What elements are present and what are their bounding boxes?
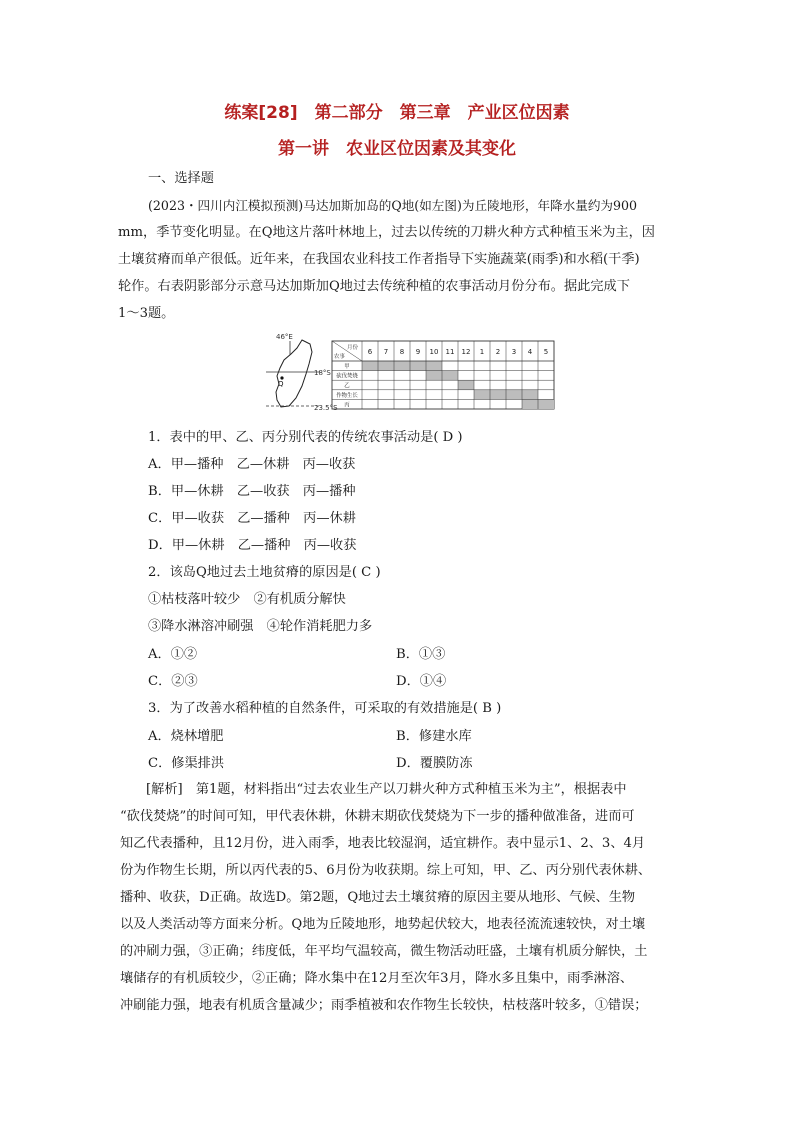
analysis-line: 份为作物生长期，所以丙代表的5、6月份为收获期。综上可知，甲、乙、丙分别代表休耕、	[120, 863, 652, 878]
month-label: 5	[543, 348, 549, 356]
month-label: 7	[383, 348, 389, 356]
shaded-cell	[506, 390, 522, 400]
page-title: 练案[28] 第二部分 第三章 产业区位因素	[224, 103, 570, 123]
month-label: 9	[415, 348, 421, 356]
question-2-option-b: B．①③	[396, 647, 446, 662]
intro-line: mm，季节变化明显。在Q地这片落叶林地上，过去以传统的刀耕火种方式种植玉米为主，因	[118, 225, 655, 240]
month-label: 11	[445, 348, 455, 356]
page-subtitle: 第一讲 农业区位因素及其变化	[278, 139, 516, 159]
analysis-paragraph	[120, 776, 680, 1019]
month-label: 4	[527, 348, 533, 356]
question-2-option-c: C．②③	[148, 674, 198, 689]
analysis-line: “砍伐焚烧”的时间可知，甲代表休耕，休耕末期砍伐焚烧为下一步的播种做准备，进而可	[120, 809, 635, 824]
shaded-cell	[538, 399, 554, 409]
analysis-line: [解析] 第1题，材料指出“过去农业生产以刀耕火种方式种植玉米为主”，根据表中	[146, 782, 627, 797]
month-label: 12	[461, 348, 471, 356]
question-3-option-c: C．修渠排洪	[148, 756, 225, 771]
month-label: 8	[399, 348, 405, 356]
shaded-cell	[394, 361, 410, 371]
row-label: 丙	[344, 402, 350, 409]
shaded-cell	[410, 361, 426, 371]
analysis-line: 冲刷能力强，地表有机质含量减少；雨季植被和农作物生长较快，枯枝落叶较多，①错误；	[120, 998, 648, 1013]
shaded-cell	[426, 361, 442, 371]
row-label: 甲	[344, 364, 350, 370]
month-label: 10	[429, 348, 439, 356]
shaded-cell	[458, 380, 474, 390]
question-1-stem: 1．表中的甲、乙、丙分别代表的传统农事活动是( D )	[148, 430, 463, 445]
madagascar-map	[266, 333, 338, 412]
month-label: 1	[479, 348, 485, 356]
month-label: 6	[367, 348, 373, 356]
question-3-option-b: B．修建水库	[396, 729, 472, 744]
question-1-option-d: D．甲—休耕 乙—播种 丙—收获	[148, 538, 357, 553]
shaded-cell	[474, 390, 490, 400]
shaded-cell	[490, 390, 506, 400]
section-label: 一、选择题	[148, 171, 214, 186]
month-label: 2	[495, 348, 501, 356]
analysis-line: 壤储存的有机质较少，②正确；降水集中在12月至次年3月，降水多且集中，雨季淋溶、	[120, 971, 634, 986]
analysis-line: 以及人类活动等方面来分析。Q地为丘陵地形，地势起伏较大，地表径流流速较快，对土壤	[120, 917, 646, 932]
question-3-option-d: D．覆膜防冻	[396, 756, 473, 771]
row-label: 砍伐焚烧	[336, 373, 358, 380]
question-2-stem: 2．该岛Q地过去土地贫瘠的原因是( C )	[148, 565, 381, 580]
shaded-cell	[442, 371, 458, 381]
question-2-item-1: ①枯枝落叶较少 ②有机质分解快	[148, 592, 346, 607]
row-label: 乙	[344, 383, 350, 390]
farm-activity-table	[332, 341, 554, 409]
map-lat2-label: 23.5°S	[314, 404, 338, 412]
question-2-option-d: D．①④	[396, 674, 447, 689]
question-2-option-a: A．①②	[148, 647, 198, 662]
shaded-cell	[426, 371, 442, 381]
question-3-stem: 3．为了改善水稻种植的自然条件，可采取的有效措施是( B )	[148, 701, 502, 716]
shaded-cell	[522, 390, 538, 400]
map-lat1-label: 18°S	[314, 369, 331, 377]
point-q-label: Q	[278, 380, 284, 388]
question-1-option-a: A．甲—播种 乙—休耕 丙—收获	[148, 457, 356, 472]
intro-line: 轮作。右表阴影部分示意马达加斯加Q地过去传统种植的农事活动月份分布。据此完成下	[118, 279, 630, 294]
question-1-option-c: C．甲—收获 乙—播种 丙—休耕	[148, 511, 356, 526]
question-2-item-2: ③降水淋溶冲刷强 ④轮作消耗肥力多	[148, 619, 373, 634]
figure-map-table	[262, 330, 562, 415]
month-label: 3	[511, 348, 517, 356]
shaded-cell	[522, 399, 538, 409]
question-3-option-a: A．烧林增肥	[148, 729, 224, 744]
table-corner-bottom: 农事	[334, 354, 346, 360]
analysis-line: 播种、收获，D正确。故选D。第2题，Q地过去土壤贫瘠的原因主要从地形、气候、生物	[120, 890, 636, 905]
question-1-option-b: B．甲—休耕 乙—收获 丙—播种	[148, 484, 356, 499]
analysis-line: 知乙代表播种，且12月份，进入雨季，地表比较湿润，适宜耕作。表中显示1、2、3、4月	[120, 836, 646, 851]
intro-line: 1～3题。	[118, 306, 175, 321]
analysis-line: 的冲刷力强，③正确；纬度低，年平均气温较高，微生物活动旺盛，土壤有机质分解快，土	[120, 944, 648, 959]
intro-paragraph	[118, 192, 678, 327]
map-lon-label: 46°E	[276, 333, 293, 341]
shaded-cell	[378, 361, 394, 371]
island-outline	[276, 340, 312, 407]
table-corner-top: 月份	[347, 345, 359, 351]
intro-line: 土壤贫瘠而单产很低。近年来，在我国农业科技工作者指导下实施蔬菜(雨季)和水稻(干季)	[118, 252, 640, 267]
intro-line: (2023・四川内江模拟预测)马达加斯加岛的Q地(如左图)为丘陵地形，年降水量约为900	[148, 198, 638, 213]
row-label: 作物生长	[336, 392, 358, 399]
shaded-cell	[362, 361, 378, 371]
